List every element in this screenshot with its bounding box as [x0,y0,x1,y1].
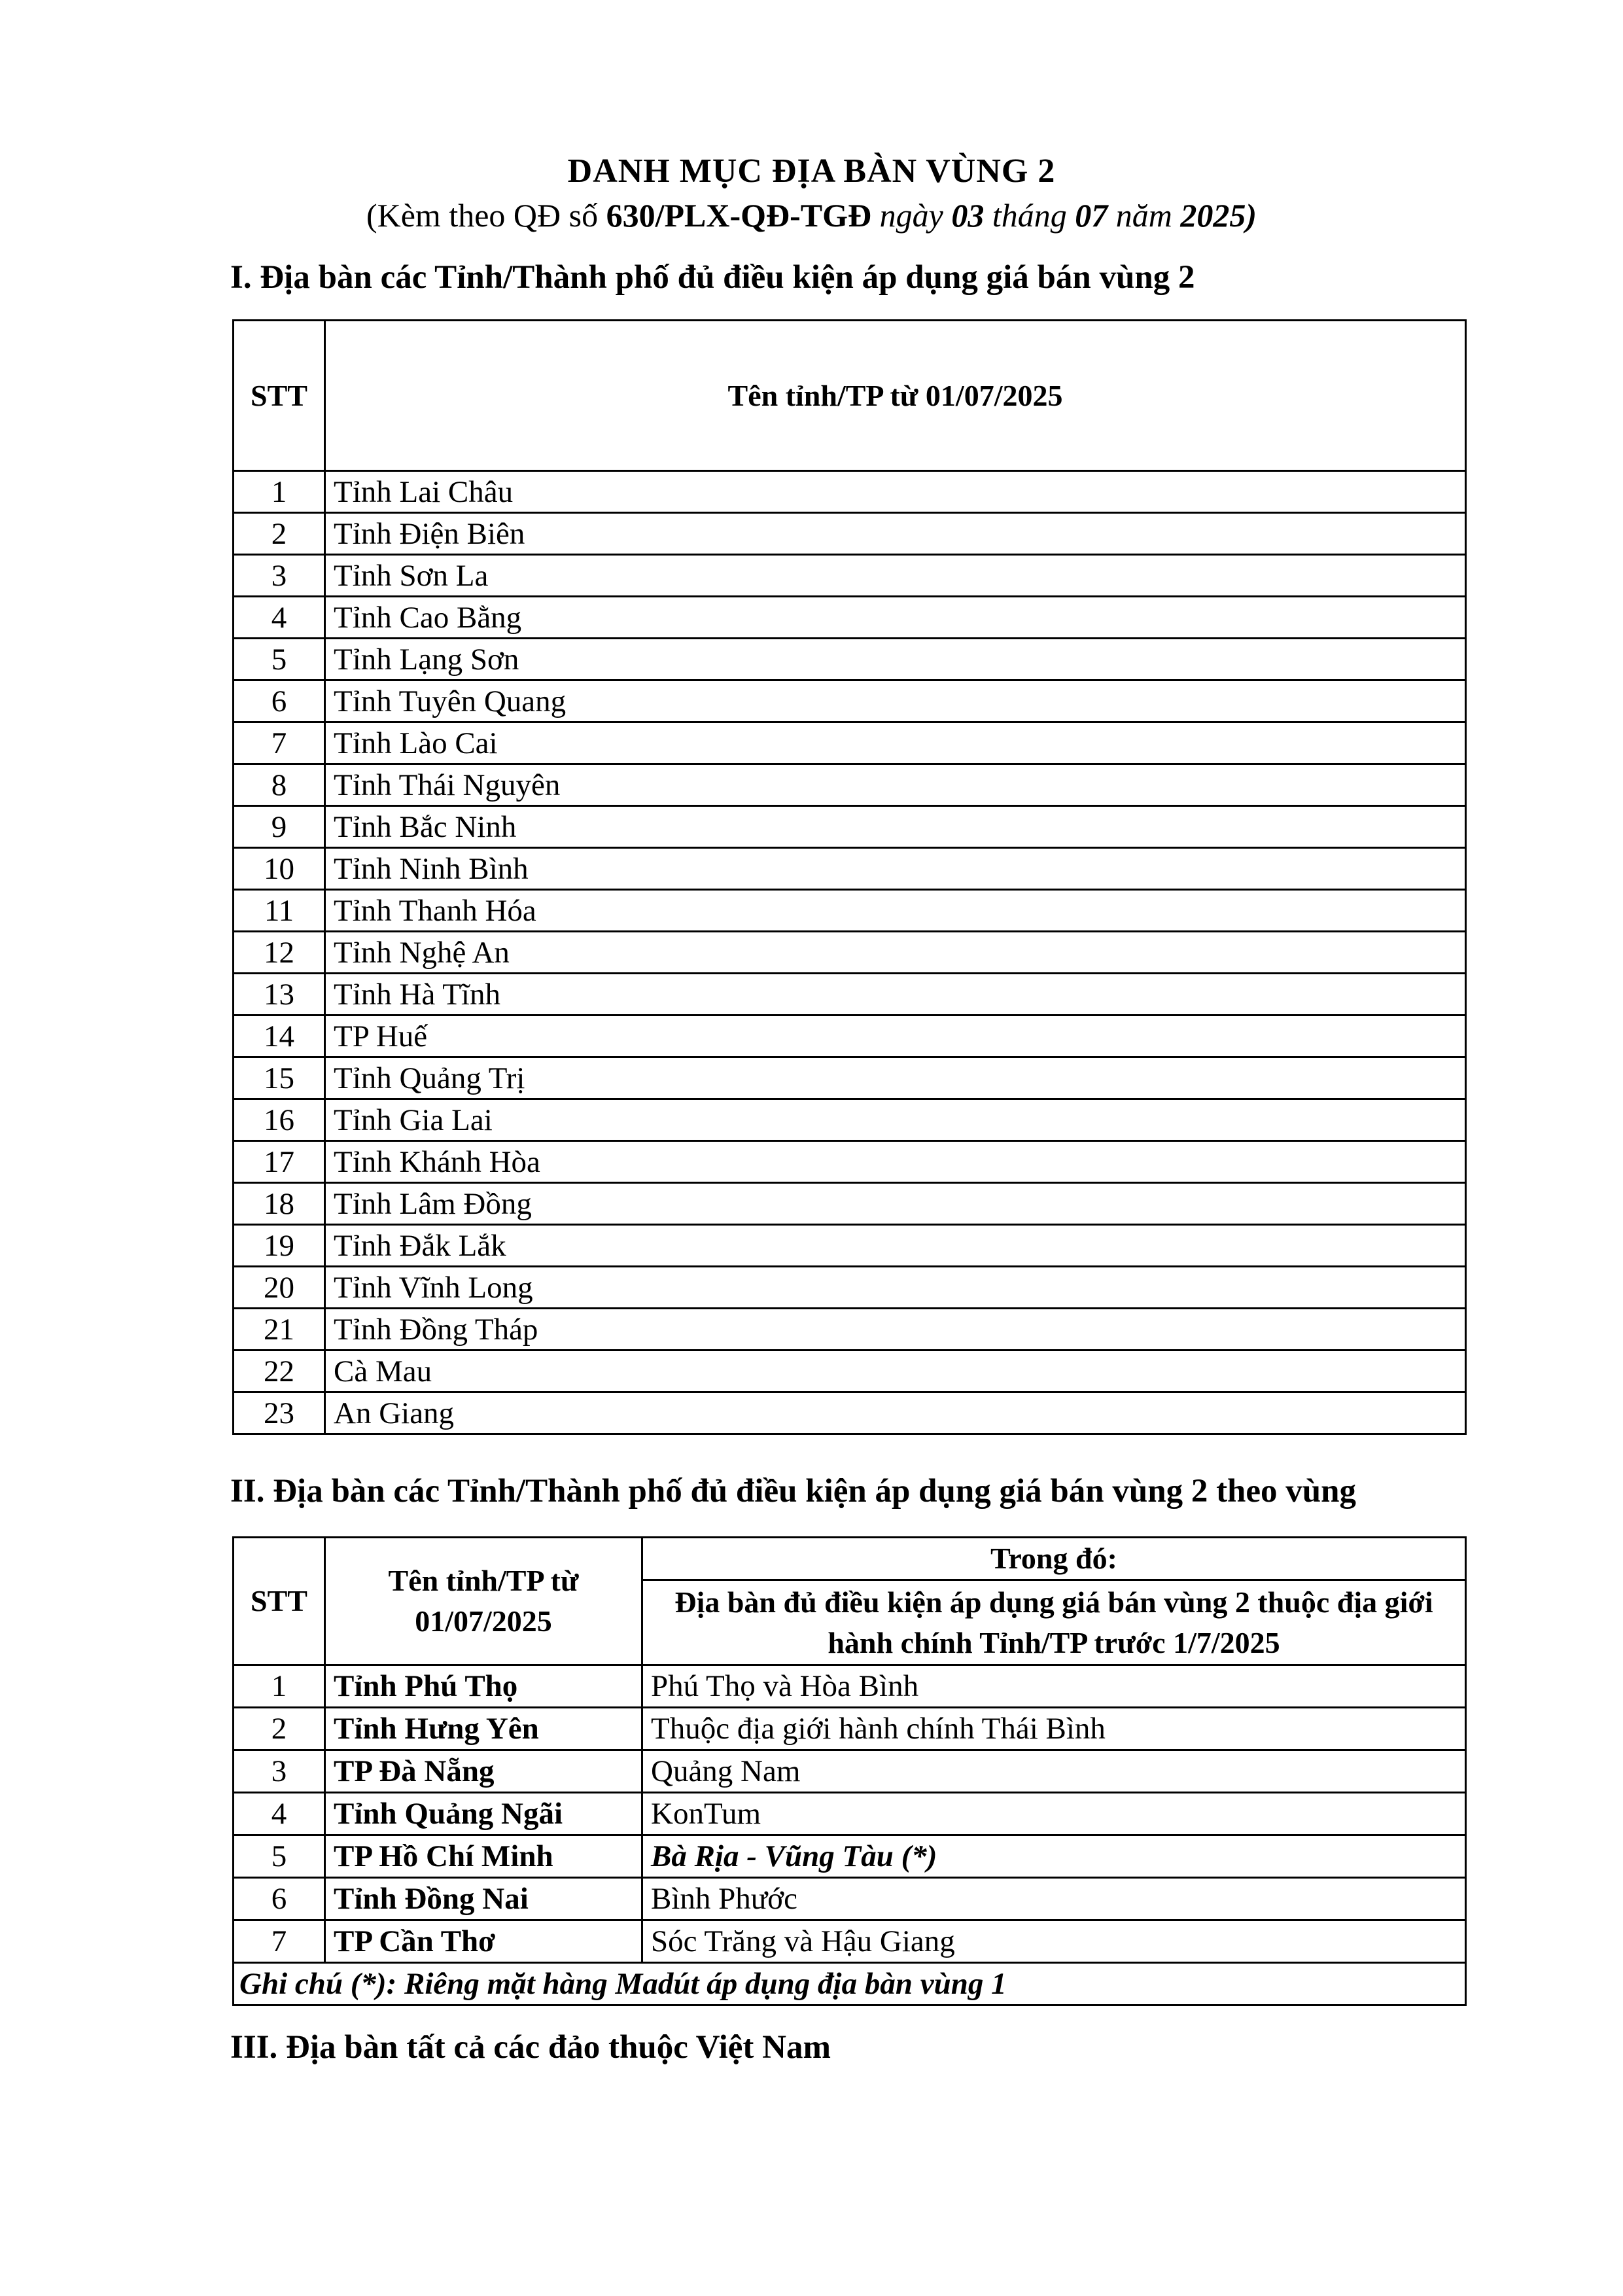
table-row [234,764,1466,806]
row-stt: 7 [234,1920,325,1963]
row-stt: 5 [234,1835,325,1878]
row-old-area: Sóc Trăng và Hậu Giang [642,1920,1466,1963]
row-stt: 5 [234,639,325,680]
table-row [234,1392,1466,1434]
table-row [234,680,1466,722]
table-row [234,932,1466,974]
row-province-name: Tỉnh Quảng Trị [325,1057,1466,1099]
date-month: 07 [1075,197,1108,234]
row-stt: 17 [234,1141,325,1183]
table-row [234,1183,1466,1225]
table-row [234,1750,1466,1793]
row-stt: 6 [234,680,325,722]
table-row [234,555,1466,597]
row-province-name: Tỉnh Gia Lai [325,1099,1466,1141]
column-header-stt: STT [234,321,325,471]
table-row [234,1225,1466,1267]
table-row [234,639,1466,680]
column-header-stt: STT [234,1538,325,1665]
column-header-group: Trong đó: [642,1538,1466,1580]
row-stt: 3 [234,1750,325,1793]
row-old-area: Thuộc địa giới hành chính Thái Bình [642,1708,1466,1750]
section-1-heading: I. Địa bàn các Tỉnh/Thành phố đủ điều kiện áp dụng giá bán vùng 2 [230,259,1195,296]
row-province-name: Tỉnh Hà Tĩnh [325,974,1466,1016]
row-province-name: Tỉnh Thanh Hóa [325,890,1466,932]
table-row [234,513,1466,555]
table-row [234,1099,1466,1141]
row-stt: 10 [234,848,325,890]
row-province-name: Tỉnh Tuyên Quang [325,680,1466,722]
row-province-name: Tỉnh Quảng Ngãi [325,1793,642,1835]
row-stt: 4 [234,597,325,639]
table-row [234,1351,1466,1392]
row-province-name: Tỉnh Điện Biên [325,513,1466,555]
row-province-name: Tỉnh Nghệ An [325,932,1466,974]
table-row [234,722,1466,764]
row-stt: 12 [234,932,325,974]
row-stt: 16 [234,1099,325,1141]
document-title: DANH MỤC ĐỊA BÀN VÙNG 2 [567,152,1056,190]
row-stt: 11 [234,890,325,932]
date-year: 2025) [1180,197,1257,234]
row-province-name: TP Đà Nẵng [325,1750,642,1793]
row-province-name: TP Cần Thơ [325,1920,642,1963]
section-2-heading: II. Địa bàn các Tỉnh/Thành phố đủ điều kiện áp dụng giá bán vùng 2 theo vùng [230,1473,1357,1510]
row-stt: 23 [234,1392,325,1434]
table-row [234,1016,1466,1057]
row-province-name: Tỉnh Lạng Sơn [325,639,1466,680]
row-province-name: Tỉnh Phú Thọ [325,1665,642,1708]
row-province-name: Tỉnh Đắk Lắk [325,1225,1466,1267]
column-header-province-line2: 01/07/2025 [415,1604,552,1638]
row-stt: 1 [234,1665,325,1708]
table-row [234,1141,1466,1183]
table-body [234,1665,1466,1963]
table-row [234,806,1466,848]
table-row [234,597,1466,639]
section-3-heading: III. Địa bàn tất cả các đảo thuộc Việt Nam [230,2029,831,2066]
row-province-name: Tỉnh Bắc Ninh [325,806,1466,848]
date-word-year: năm [1108,197,1181,234]
row-province-name: Tỉnh Hưng Yên [325,1708,642,1750]
row-stt: 7 [234,722,325,764]
row-stt: 8 [234,764,325,806]
decision-number: 630/PLX-QĐ-TGĐ [606,197,872,234]
table-row [234,471,1466,513]
row-old-area: Bà Rịa - Vũng Tàu (*) [642,1835,1466,1878]
table-row [234,1835,1466,1878]
row-stt: 21 [234,1309,325,1351]
row-province-name: Tỉnh Đồng Nai [325,1878,642,1920]
row-province-name: Tỉnh Đồng Tháp [325,1309,1466,1351]
row-stt: 3 [234,555,325,597]
row-province-name: TP Hồ Chí Minh [325,1835,642,1878]
row-province-name: Tỉnh Thái Nguyên [325,764,1466,806]
row-old-area: Bình Phước [642,1878,1466,1920]
row-stt: 9 [234,806,325,848]
row-old-area: Phú Thọ và Hòa Bình [642,1665,1466,1708]
table-note: Ghi chú (*): Riêng mặt hàng Madút áp dụng địa bàn vùng 1 [234,1963,1466,2005]
date-word-month: tháng [984,197,1075,234]
row-old-area: Quảng Nam [642,1750,1466,1793]
document-subtitle [0,196,1623,234]
row-province-name: TP Huế [325,1016,1466,1057]
row-stt: 1 [234,471,325,513]
note-row [234,1963,1466,2005]
row-stt: 4 [234,1793,325,1835]
column-header-province: Tên tỉnh/TP từ 01/07/2025 [325,321,1466,471]
row-stt: 6 [234,1878,325,1920]
row-province-name: Cà Mau [325,1351,1466,1392]
row-stt: 14 [234,1016,325,1057]
row-province-name: Tỉnh Lào Cai [325,722,1466,764]
table-row [234,1708,1466,1750]
table-row [234,890,1466,932]
row-province-name: Tỉnh Ninh Bình [325,848,1466,890]
row-stt: 20 [234,1267,325,1309]
row-stt: 2 [234,1708,325,1750]
row-province-name: Tỉnh Sơn La [325,555,1466,597]
column-header-province [325,1538,642,1665]
region-2-by-area-table [232,1536,1467,2006]
table-row [234,1878,1466,1920]
table-row [234,1057,1466,1099]
row-stt: 2 [234,513,325,555]
table-header-row [234,1538,1466,1580]
column-header-province-line1: Tên tỉnh/TP từ [388,1564,579,1597]
row-stt: 22 [234,1351,325,1392]
date-day: 03 [951,197,985,234]
table-row [234,1309,1466,1351]
table-body [234,471,1466,1434]
table-row [234,1267,1466,1309]
subtitle-prefix: (Kèm theo QĐ số [366,197,606,234]
row-province-name: Tỉnh Vĩnh Long [325,1267,1466,1309]
row-stt: 18 [234,1183,325,1225]
table-row [234,974,1466,1016]
table-row [234,1793,1466,1835]
table-row [234,1665,1466,1708]
row-province-name: Tỉnh Cao Bằng [325,597,1466,639]
table-row [234,848,1466,890]
row-stt: 15 [234,1057,325,1099]
row-province-name: Tỉnh Lâm Đồng [325,1183,1466,1225]
row-stt: 19 [234,1225,325,1267]
row-province-name: Tỉnh Khánh Hòa [325,1141,1466,1183]
row-stt: 13 [234,974,325,1016]
row-province-name: Tỉnh Lai Châu [325,471,1466,513]
region-2-province-table [232,319,1467,1435]
row-province-name: An Giang [325,1392,1466,1434]
date-word-day: ngày [871,197,952,234]
table-header-row [234,321,1466,471]
row-old-area: KonTum [642,1793,1466,1835]
column-header-old-area: Địa bàn đủ điều kiện áp dụng giá bán vùng 2 thuộc địa giới hành chính Tỉnh/TP trước 1/7/2025 [642,1580,1466,1665]
table-row [234,1920,1466,1963]
